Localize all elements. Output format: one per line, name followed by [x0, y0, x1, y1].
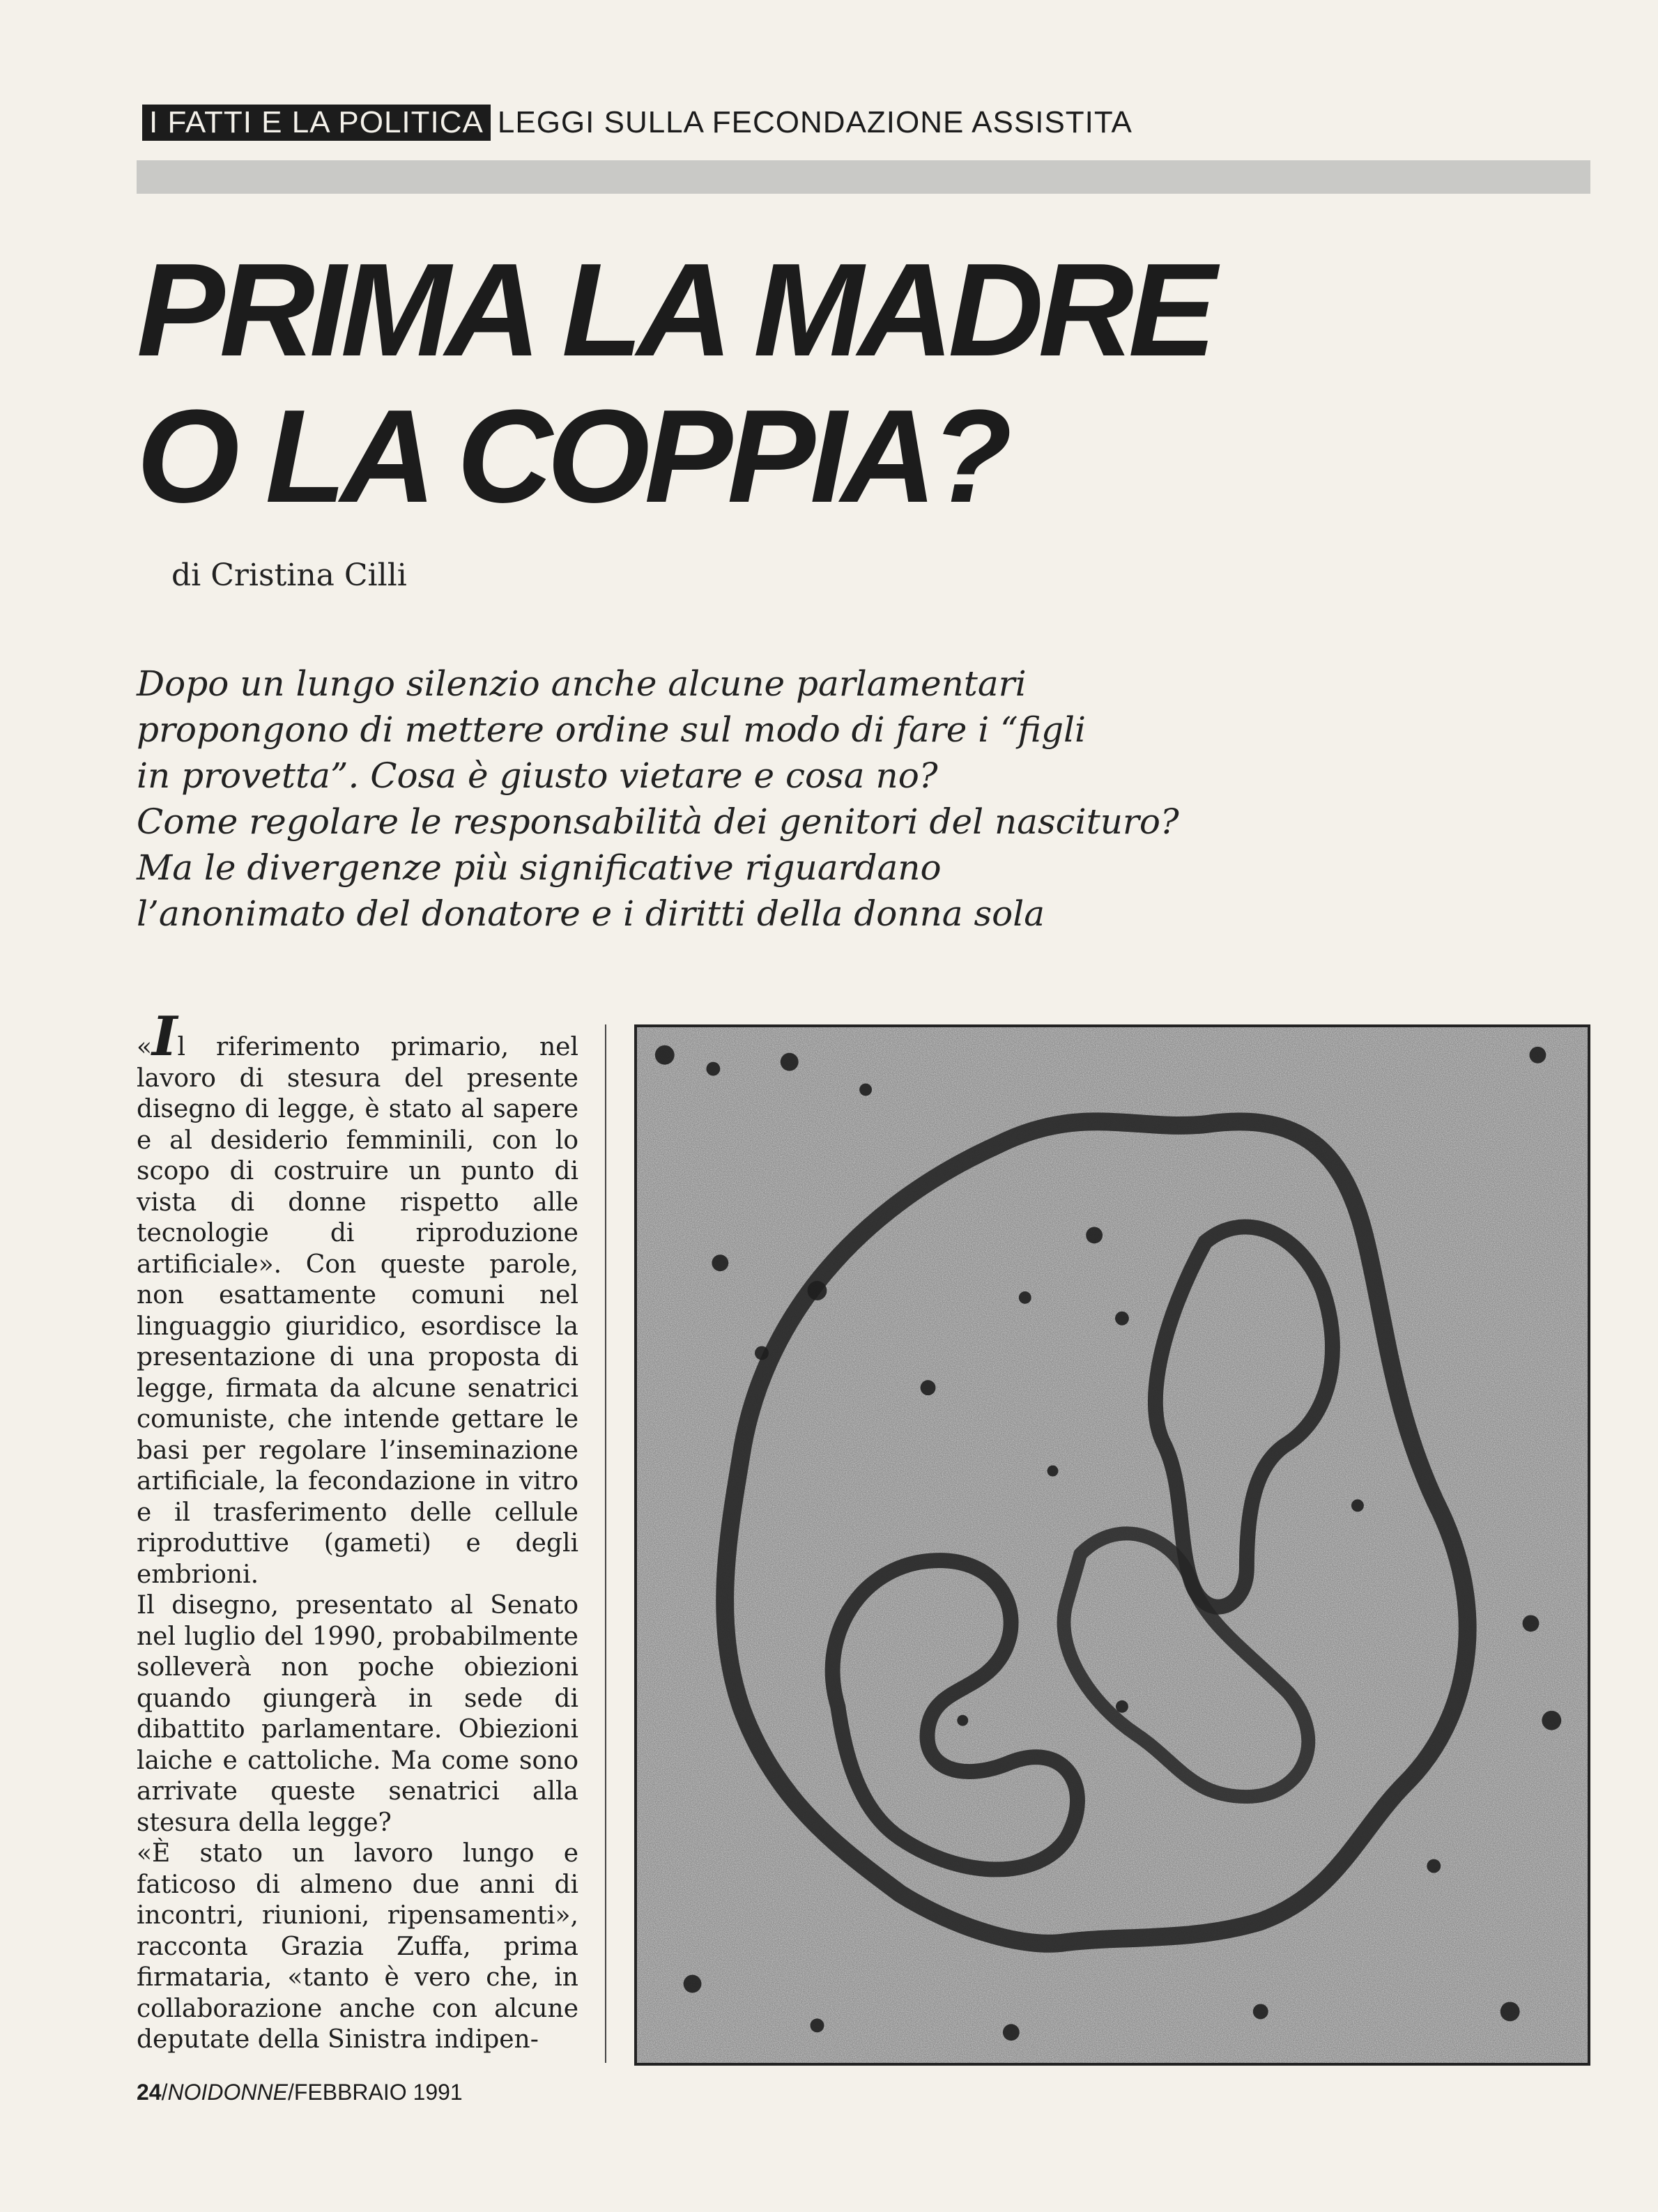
page-number: 24: [137, 2080, 162, 2105]
micrograph-photo: [634, 1024, 1590, 2066]
column-rule: [605, 1024, 606, 2063]
standfirst-line: in provetta”. Cosa è giusto vietare e cosa no?: [137, 755, 938, 796]
article-body: [137, 1005, 578, 2056]
magazine-name: NOIDONNE: [167, 2080, 288, 2105]
standfirst-line: Ma le divergenze più significative riguardano: [137, 847, 942, 888]
drop-cap: I: [152, 1005, 178, 1068]
section-kicker: [142, 105, 1133, 141]
opening-quote: «: [137, 1033, 153, 1061]
headline: [137, 237, 1211, 530]
standfirst-line: Dopo un lungo silenzio anche alcune parlamentari: [137, 663, 1027, 704]
header-gray-bar: [137, 160, 1590, 194]
headline-line-1: PRIMA LA MADRE: [137, 236, 1211, 384]
topic-label: LEGGI SULLA FECONDAZIONE ASSISTITA: [497, 105, 1133, 139]
standfirst-line: l’anonimato del donatore e i diritti della donna sola: [137, 893, 1045, 934]
micrograph-image: [637, 1027, 1588, 2063]
headline-line-2: O LA COPPIA?: [137, 383, 1007, 530]
issue-date: FEBBRAIO 1991: [293, 2080, 463, 2105]
body-paragraph-3: «È stato un lavoro lungo e faticoso di almeno due anni di incontri, riunioni, ripensamenti», racconta Grazia Zuffa, prima firmataria, «tanto è vero che, in collaborazione anche con alcune deputate della Sinistra indipen-: [137, 1839, 578, 2054]
body-paragraph-2: Il disegno, presentato al Senato nel luglio del 1990, probabilmente solleverà non poche obiezioni quando giungerà in sede di dibattito parlamentare. Obiezioni laiche e cattoliche. Ma come sono arrivate queste senatrici alla stesura della legge?: [137, 1591, 578, 1837]
byline: di Cristina Cilli: [171, 558, 407, 593]
standfirst: [137, 661, 1182, 937]
standfirst-line: Come regolare le responsabilità dei genitori del nascituro?: [137, 801, 1179, 842]
body-paragraph-1-text: l riferimento primario, nel lavoro di stesura del presente disegno di legge, è stato al sapere e al desiderio femminili, con lo scopo di costruire un punto di vista di donne rispetto alle tecnologie di riproduzione artificiale». Con queste parole, non esattamente comuni nel linguaggio giuridico, esordisce la presentazione di una proposta di legge, firmata da alcune senatrici comuniste, che intende gettare le basi per regolare l’inseminazione artificiale, la fecondazione in vitro e il trasferimento delle cellule riproduttive (gameti) e degli embrioni.: [137, 1033, 578, 1589]
page-folio: 24/NOIDONNE/FEBBRAIO 1991: [137, 2080, 463, 2105]
standfirst-line: propongono di mettere ordine sul modo di fare i “figli: [137, 709, 1087, 750]
body-paragraph-1: [137, 1005, 578, 1590]
section-label: I FATTI E LA POLITICA: [142, 105, 491, 141]
